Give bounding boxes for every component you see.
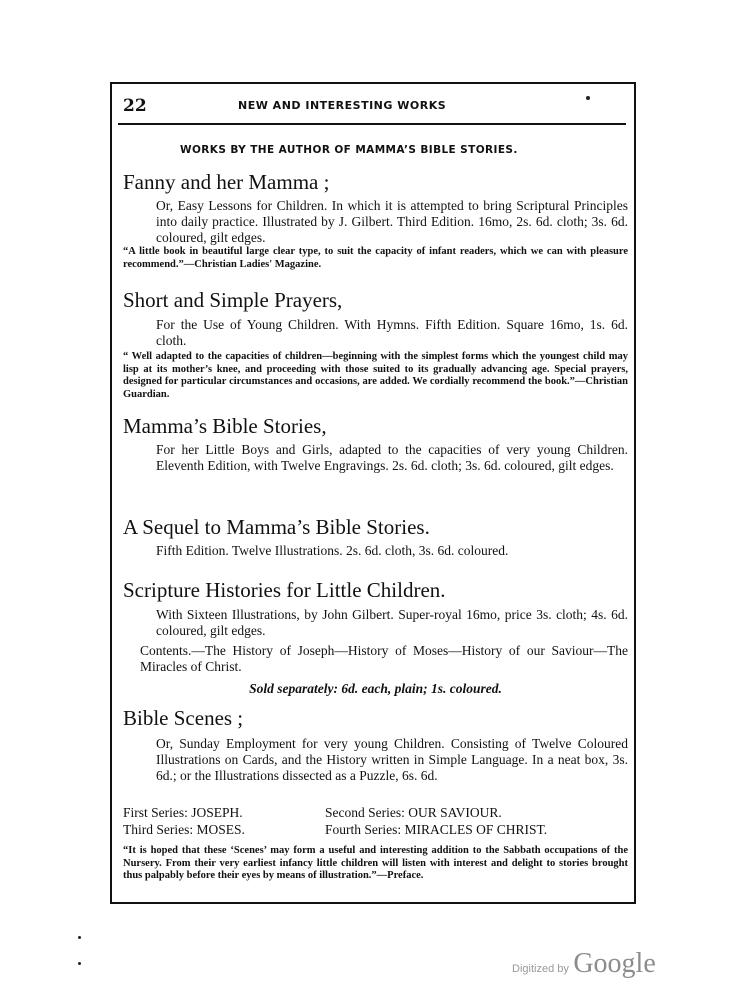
entry-sold-separately: Sold separately: 6d. each, plain; 1s. coloured. xyxy=(249,681,502,696)
digitized-watermark xyxy=(512,948,656,980)
ink-spot xyxy=(78,936,81,939)
entry-contents: Contents.—The History of Joseph—History of Moses—History of our Saviour—The Miracles of Christ. xyxy=(140,643,628,674)
entry-title: Mamma’s Bible Stories, xyxy=(123,414,327,438)
series-item: Third Series: MOSES. xyxy=(123,822,245,837)
entry-title: Short and Simple Prayers, xyxy=(123,288,343,312)
entry-review: “ Well adapted to the capacities of children—beginning with the simplest forms which the youngest child may lisp at its mother’s knee, and proceeding with those suited to its gradually advancing age. Special prayers, designed for particular circumstances and occasions, are added. We cordially recommend the book.”—Christian Guardian. xyxy=(123,351,628,400)
running-title: NEW AND INTERESTING WORKS xyxy=(238,99,447,112)
entry-review: “A little book in beautiful large clear type, to suit the capacity of infant readers, which we can with pleasure recommend.”—Christian Ladies' Magazine. xyxy=(123,246,628,270)
series-item: Fourth Series: MIRACLES OF CHRIST. xyxy=(325,822,548,837)
series-item: First Series: JOSEPH. xyxy=(123,805,243,820)
header-rule xyxy=(118,123,626,125)
entry-review: “It is hoped that these ‘Scenes’ may form a useful and interesting addition to the Sabbath occupations of the Nursery. From their very earliest infancy little children will listen with interest and delight to stories brought thus palpably before their eyes by means of illustration.”—Preface. xyxy=(123,845,628,881)
entry-description: With Sixteen Illustrations, by John Gilbert. Super-royal 16mo, price 3s. cloth; 4s. 6d. coloured, gilt edges. xyxy=(156,607,628,638)
series-item: Second Series: OUR SAVIOUR. xyxy=(325,805,502,820)
entry-title: Fanny and her Mamma ; xyxy=(123,170,330,194)
entry-description: Or, Easy Lessons for Children. In which it is attempted to bring Scriptural Principles into daily practice. Illustrated by J. Gilbert. Third Edition. 16mo, 2s. 6d. cloth; 3s. 6d. coloured, gilt edges. xyxy=(156,198,628,245)
entry-title: Scripture Histories for Little Children. xyxy=(123,578,446,602)
ink-spot xyxy=(586,96,590,100)
entry-description: Or, Sunday Employment for very young Children. Consisting of Twelve Coloured Illustrations on Cards, and the History written in Simple Language. In a neat box, 3s. 6d.; or the Illustrations dissected as a Puzzle, 6s. 6d. xyxy=(156,736,628,783)
page-number: 22 xyxy=(123,96,147,116)
entry-description: Fifth Edition. Twelve Illustrations. 2s. 6d. cloth, 3s. 6d. coloured. xyxy=(156,543,509,558)
ink-spot xyxy=(78,962,81,965)
entry-description: For her Little Boys and Girls, adapted to the capacities of very young Children. Eleventh Edition, with Twelve Engravings. 2s. 6d. cloth; 3s. 6d. coloured, gilt edges. xyxy=(156,442,628,473)
entry-description: For the Use of Young Children. With Hymns. Fifth Edition. Square 16mo, 1s. 6d. cloth. xyxy=(156,317,628,348)
google-logo: Google xyxy=(573,948,656,979)
watermark-prefix: Digitized by xyxy=(512,963,569,975)
entry-title: Bible Scenes ; xyxy=(123,706,244,730)
entry-title: A Sequel to Mamma’s Bible Stories. xyxy=(123,515,430,539)
section-heading: WORKS BY THE AUTHOR OF MAMMA’S BIBLE STORIES. xyxy=(180,144,518,156)
